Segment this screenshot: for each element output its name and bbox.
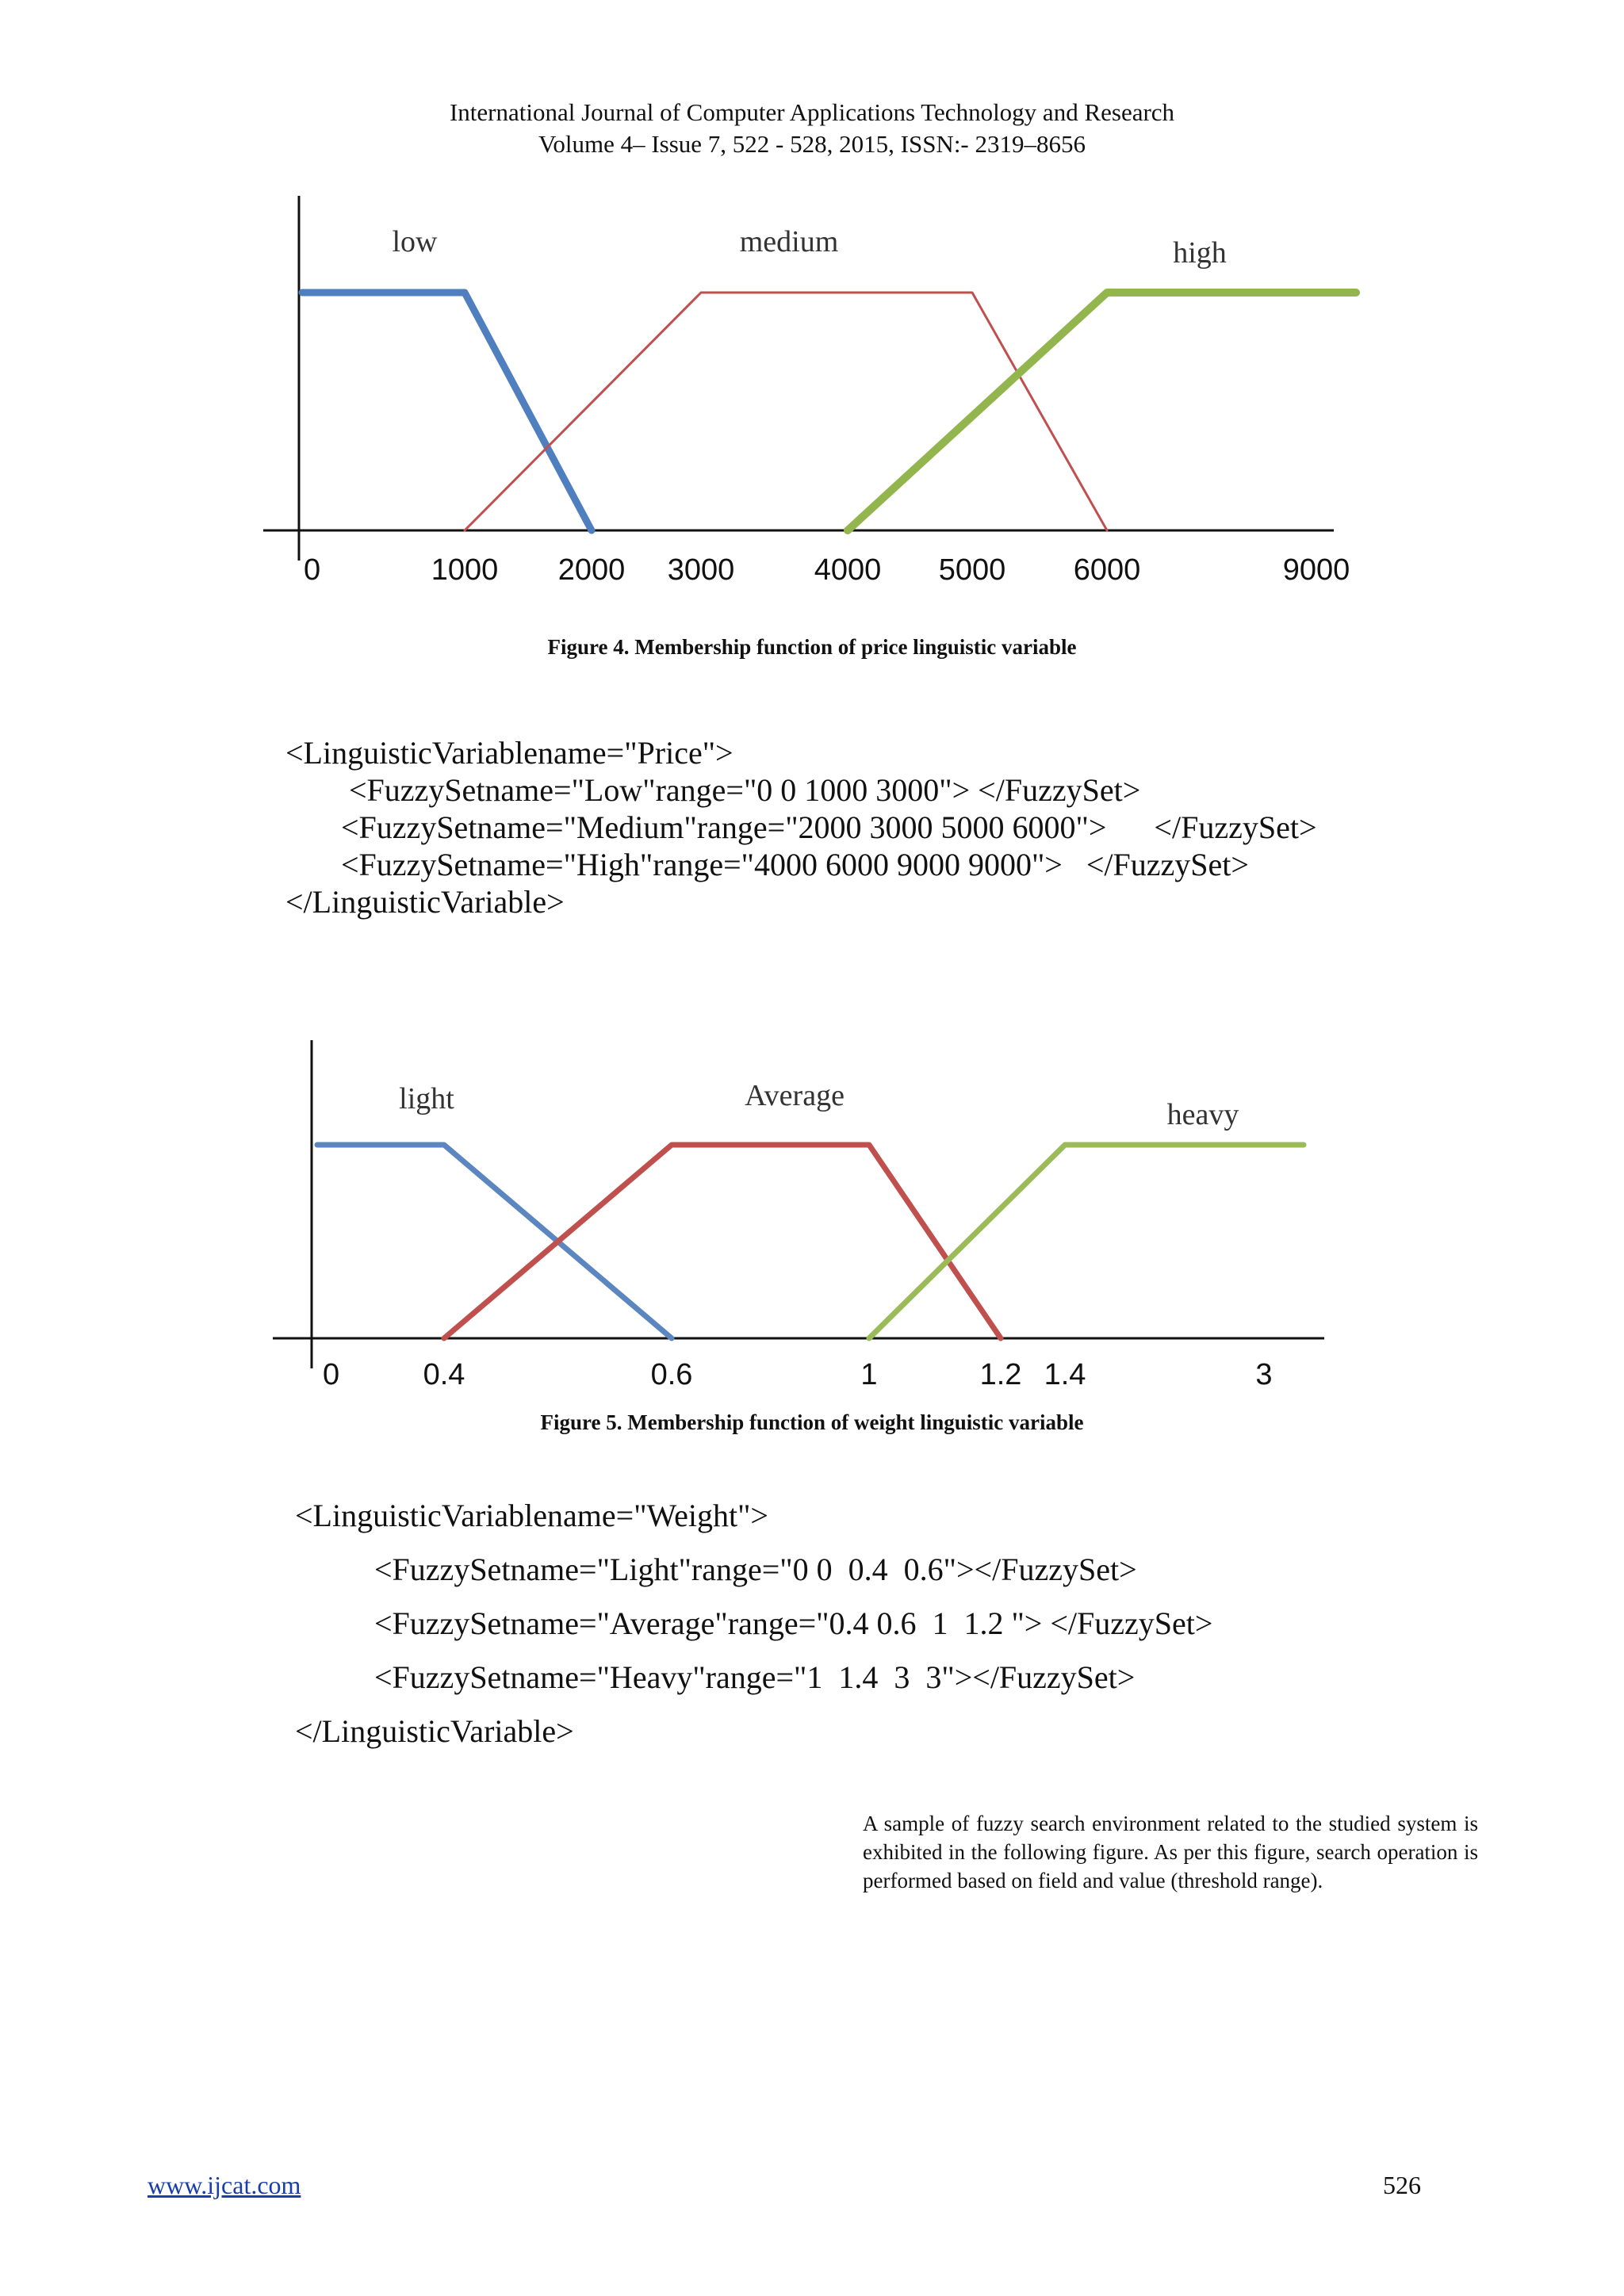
x-tick-label: 0.4 [423, 1358, 465, 1391]
code-line: <FuzzySetname="Light"range="0 0 0.4 0.6"></FuzzySet> [295, 1552, 1137, 1587]
series-label-average: Average [745, 1079, 845, 1112]
x-tick-label: 1 [860, 1358, 878, 1391]
journal-volume: Volume 4– Issue 7, 522 - 528, 2015, ISSN:- 2319–8656 [538, 130, 1086, 158]
x-tick-label: 2000 [557, 553, 626, 587]
code-line: <FuzzySetname="High"range="4000 6000 9000 9000"> </FuzzySet> [285, 847, 1249, 882]
website-link[interactable]: www.ijcat.com [147, 2171, 301, 2199]
x-tick-label: 5000 [938, 553, 1006, 587]
x-tick-label: 0 [304, 553, 321, 587]
code-line: <LinguisticVariablename="Weight"> [295, 1498, 768, 1533]
figure5-caption: Figure 5. Membership function of weight linguistic variable [540, 1410, 1084, 1434]
journal-title: International Journal of Computer Applications Technology and Research [449, 98, 1175, 126]
series-label-low: low [392, 225, 438, 258]
weight-xml-block [295, 1489, 1212, 1758]
series-label-medium: medium [739, 225, 839, 258]
page-number: 526 [1383, 2171, 1421, 2199]
price-membership-chart [254, 186, 1380, 599]
code-line: </LinguisticVariable> [295, 1713, 574, 1749]
series-line-light [317, 1145, 672, 1338]
x-tick-label: 1.4 [1044, 1358, 1086, 1391]
x-tick-label: 4000 [814, 553, 882, 587]
series-line-medium [465, 293, 1107, 530]
x-tick-label: 6000 [1073, 553, 1141, 587]
code-line: </LinguisticVariable> [285, 884, 565, 920]
code-line: <FuzzySetname="Medium"range="2000 3000 5000 6000"> </FuzzySet> [285, 809, 1317, 845]
code-line: <LinguisticVariablename="Price"> [285, 735, 733, 771]
x-tick-label: 0 [323, 1358, 340, 1391]
x-tick-label: 3000 [667, 553, 735, 587]
x-tick-label: 1.2 [979, 1358, 1022, 1391]
code-line: <FuzzySetname="Average"range="0.4 0.6 1 1.2 "> </FuzzySet> [295, 1605, 1213, 1641]
series-line-low [302, 293, 592, 530]
series-label-light: light [399, 1082, 454, 1115]
series-line-average [444, 1145, 1001, 1338]
x-tick-label: 0.6 [650, 1358, 693, 1391]
code-line: <FuzzySetname="Heavy"range="1 1.4 3 3"></FuzzySet> [295, 1659, 1136, 1695]
series-line-high [848, 293, 1356, 530]
code-line: <FuzzySetname="Low"range="0 0 1000 3000"> </FuzzySet> [285, 772, 1141, 808]
body-paragraph: A sample of fuzzy search environment related to the studied system is exhibited in the following figure. As per this figure, search operation is performed based on field and value (threshold range). [863, 1812, 1478, 1892]
series-label-high: high [1173, 236, 1227, 270]
x-tick-label: 3 [1255, 1358, 1273, 1391]
weight-membership-chart [262, 1031, 1356, 1403]
x-tick-label: 9000 [1282, 553, 1350, 587]
journal-header [0, 97, 1624, 160]
series-label-heavy: heavy [1166, 1098, 1239, 1131]
x-tick-label: 1000 [431, 553, 499, 587]
price-xml-block [285, 734, 1317, 920]
figure4-caption: Figure 4. Membership function of price linguistic variable [547, 635, 1077, 659]
